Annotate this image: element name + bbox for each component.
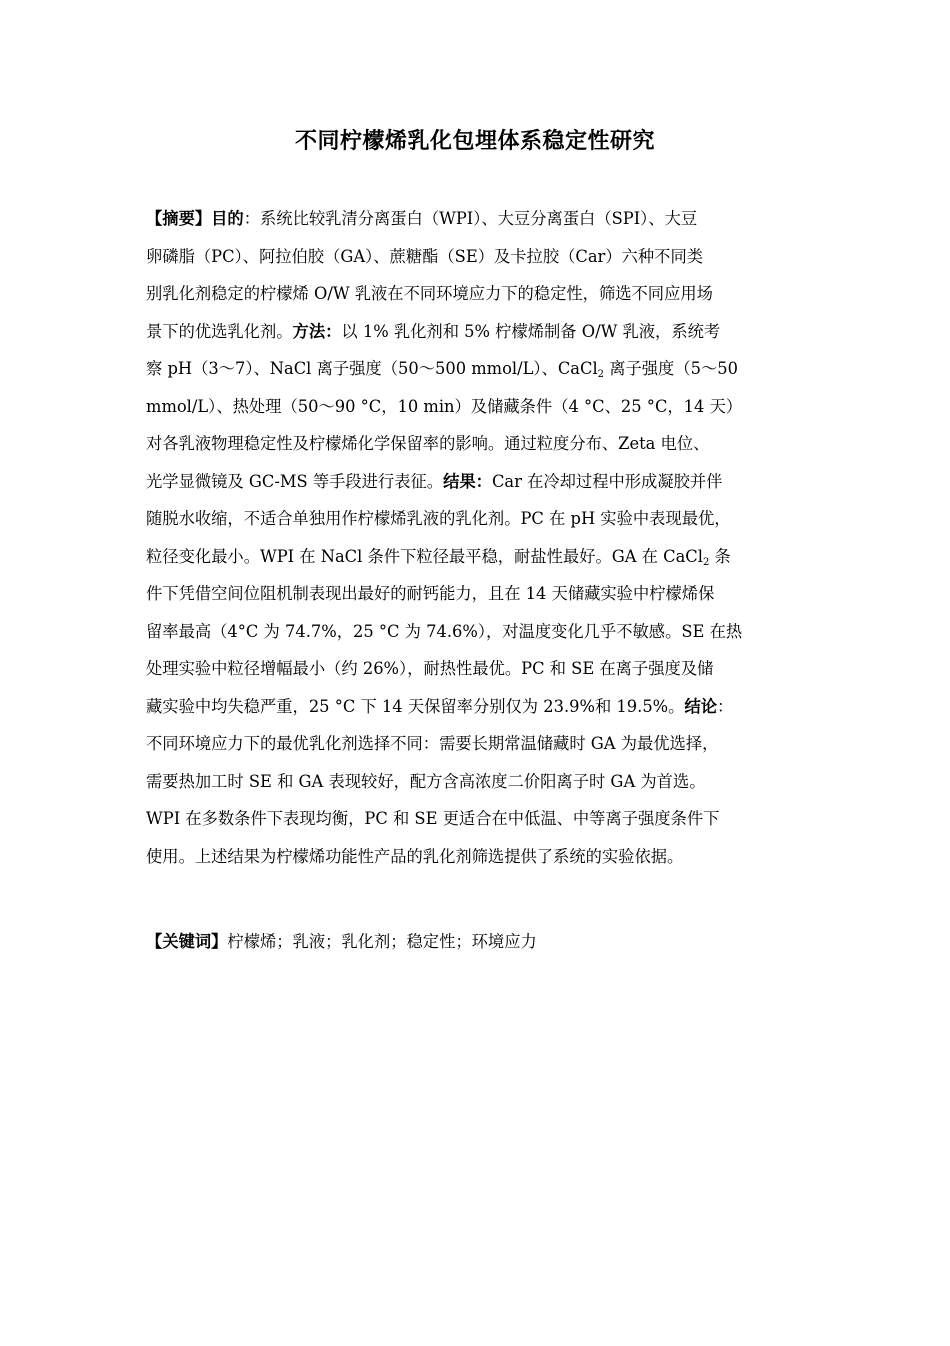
abstract-line: [146, 350, 810, 388]
paper-title: 不同柠檬烯乳化包埋体系稳定性研究: [294, 129, 655, 154]
abstract-line: 处理实验中粒径增幅最小（约 26%），耐热性最优。PC 和 SE 在离子强度及储: [146, 659, 714, 678]
abstract-line: 留率最高（4°C 为 74.7%，25 °C 为 74.6%），对温度变化几乎不敏感。SE 在热: [146, 621, 743, 641]
conclusion-heading: 结论: [684, 696, 718, 716]
abstract-line: [146, 200, 810, 238]
abstract-line: 件下凭借空间位阻机制表现出最好的耐钙能力，且在 14 天储藏实验中柠檬烯保: [146, 584, 715, 603]
subscript-2: 2: [702, 556, 710, 568]
abstract-line: 使用。上述结果为柠檬烯功能性产品的乳化剂筛选提供了系统的实验依据。: [146, 846, 684, 866]
objective-colon: ：: [243, 209, 261, 228]
abstract-line: WPI 在多数条件下表现均衡，PC 和 SE 更适合在中低温、中等离子强度条件下: [146, 809, 720, 828]
abstract-text: 藏实验中均失稳严重，25 °C 下 14 天保留率分别仅为 23.9%和 19.5%。: [146, 696, 685, 716]
abstract-text: 粒径变化最小。WPI 在 NaCl 条件下粒径最平稳，耐盐性最好。GA 在 CaCl: [146, 546, 703, 566]
abstract-text: Car 在冷却过程中形成凝胶并伴: [491, 471, 723, 491]
keywords-label: 【关键词】: [146, 932, 228, 951]
keywords-section: [146, 923, 810, 961]
abstract-line: [146, 313, 810, 351]
abstract-line: 卵磷脂（PC）、阿拉伯胶（GA）、蔗糖酯（SE）及卡拉胶（Car）六种不同类: [146, 246, 704, 266]
subscript-2: 2: [597, 369, 605, 380]
abstract-label: 【摘要】: [146, 209, 212, 228]
results-heading: 结果：: [443, 471, 492, 491]
abstract-line: [146, 463, 810, 501]
abstract-line: 不同环境应力下的最优乳化剂选择不同：需要长期常温储藏时 GA 为最优选择，: [146, 734, 719, 753]
abstract-line: 别乳化剂稳定的柠檬烯 O/W 乳液在不同环境应力下的稳定性，筛选不同应用场: [146, 284, 713, 303]
objective-heading: 目的: [211, 209, 244, 228]
abstract-text: 离子强度（5～50: [604, 359, 738, 378]
abstract-text: 景下的优选乳化剂。: [146, 321, 293, 341]
abstract-text: 察 pH（3～7）、NaCl 离子强度（50～500 mmol/L）、CaCl: [146, 359, 598, 378]
abstract-line: 对各乳液物理稳定性及柠檬烯化学保留率的影响。通过粒度分布、Zeta 电位、: [146, 434, 710, 453]
abstract-line: mmol/L）、热处理（50～90 °C，10 min）及储藏条件（4 °C、25 °C，14 天）: [146, 396, 743, 416]
keywords-text: 柠檬烯；乳液；乳化剂；稳定性；环境应力: [227, 932, 537, 951]
abstract-line: [146, 538, 810, 576]
conclusion-colon: ：: [717, 696, 734, 716]
abstract-section: [146, 200, 810, 875]
abstract-text: 条: [709, 546, 731, 566]
methods-heading: 方法：: [292, 321, 342, 341]
abstract-text: 以 1% 乳化剂和 5% 柠檬烯制备 O/W 乳液，系统考: [341, 321, 721, 341]
abstract-text: 光学显微镜及 GC-MS 等手段进行表征。: [146, 471, 444, 491]
abstract-line: [146, 688, 810, 726]
abstract-line: 需要热加工时 SE 和 GA 表现较好，配方含高浓度二价阳离子时 GA 为首选。: [146, 771, 706, 791]
abstract-line: 随脱水收缩，不适合单独用作柠檬烯乳液的乳化剂。PC 在 pH 实验中表现最优，: [146, 509, 731, 528]
abstract-text: 系统比较乳清分离蛋白（WPI）、大豆分离蛋白（SPI）、大豆: [260, 209, 698, 228]
